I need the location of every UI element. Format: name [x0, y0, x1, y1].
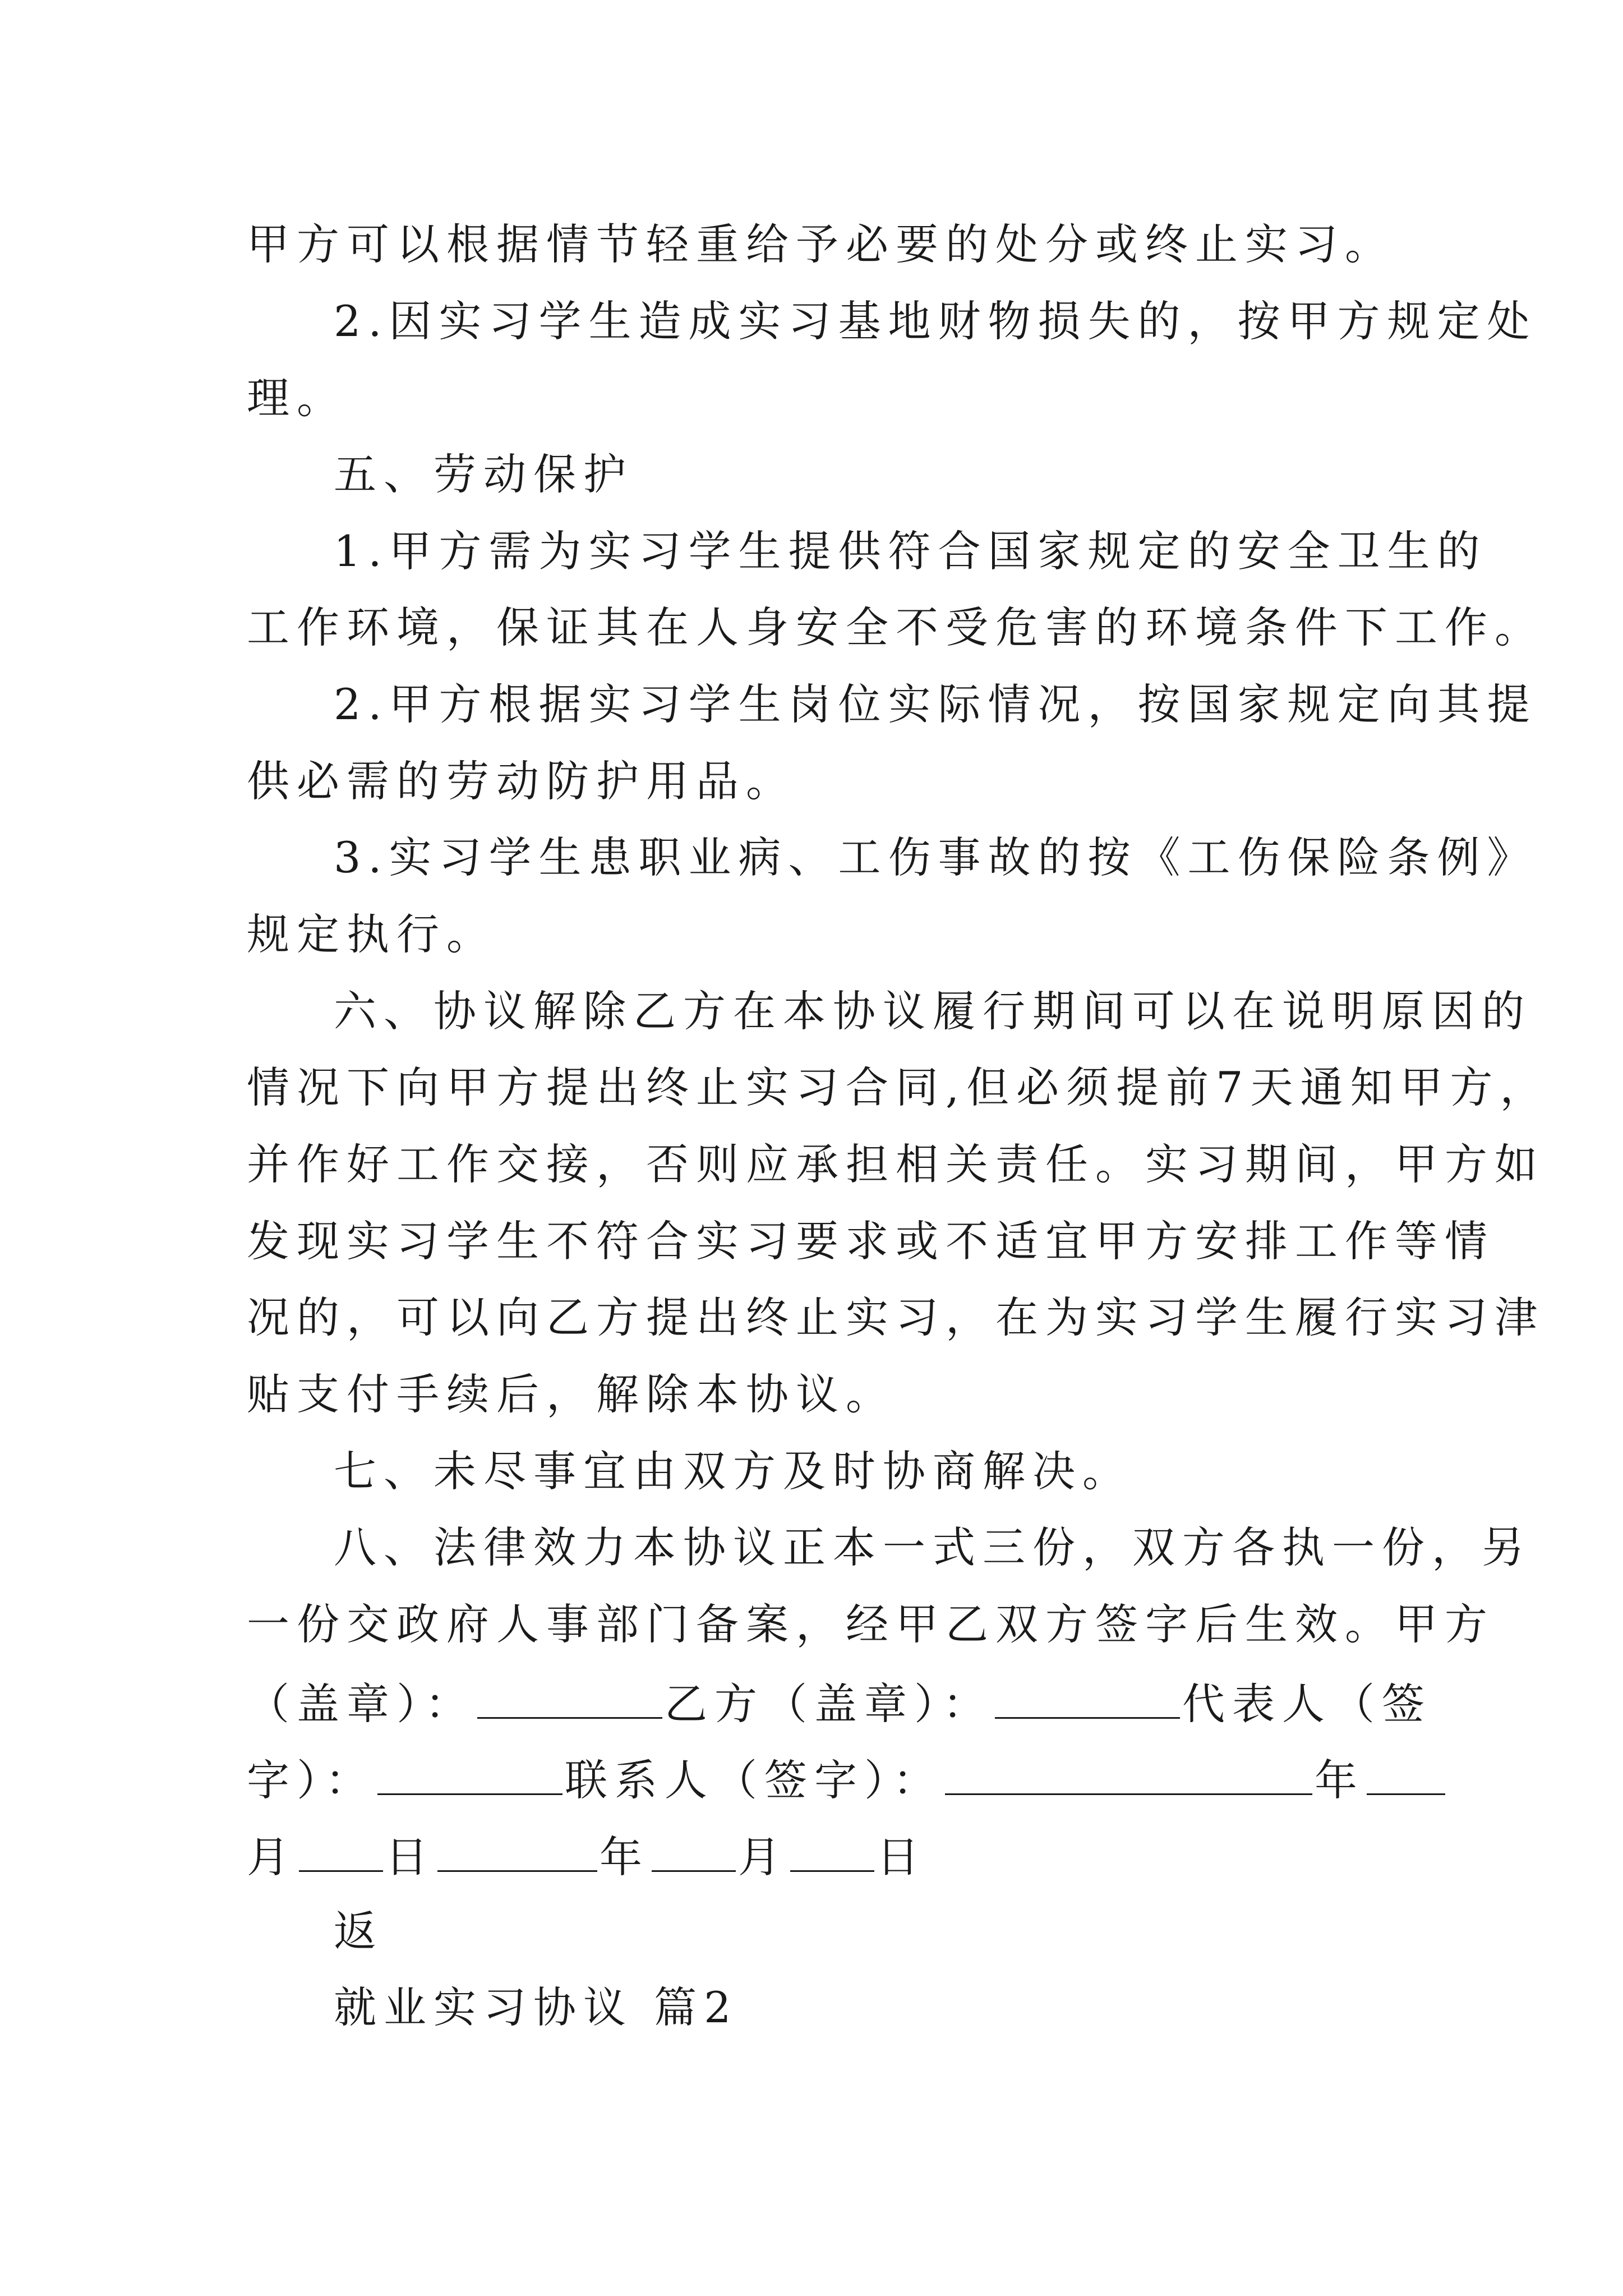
party-b-seal-label: 乙方（盖章）： [665, 1679, 993, 1729]
section-heading-termination: 六、协议解除乙方在本协议履行期间可以在说明原因的 [334, 986, 1532, 1036]
year-label-2: 年 [600, 1832, 649, 1882]
text-line-14: 发现实习学生不符合实习要求或不适宜甲方安排工作等情 [247, 1216, 1495, 1266]
month-blank-1 [1367, 1756, 1445, 1795]
text-line-9: 3.实习学生患职业病、工伤事故的按《工伤保险条例》 [334, 832, 1537, 882]
text-line-2: 2.因实习学生造成实习基地财物损失的，按甲方规定处 [334, 296, 1537, 346]
year-blank-2 [437, 1833, 597, 1872]
text-line-13: 并作好工作交接，否则应承担相关责任。实习期间，甲方如 [247, 1139, 1544, 1189]
month-blank-2 [652, 1833, 736, 1872]
day-label-1: 日 [385, 1832, 435, 1882]
year-label-1: 年 [1315, 1755, 1364, 1805]
section-heading-labor-protection: 五、劳动保护 [334, 449, 633, 499]
month-label-2: 月 [738, 1832, 788, 1882]
party-a-seal-label: （盖章）： [247, 1679, 475, 1729]
day-blank-2 [790, 1833, 874, 1872]
contact-label: 联系人（签字）： [565, 1755, 943, 1805]
text-line-6: 工作环境，保证其在人身安全不受危害的环境条件下工作。 [247, 602, 1544, 652]
contact-blank [945, 1756, 1312, 1795]
text-line-7: 2.甲方根据实习学生岗位实际情况，按国家规定向其提 [334, 679, 1537, 729]
signature-line-3 [247, 1832, 1396, 1882]
section-heading-legal-effect: 八、法律效力本协议正本一式三份，双方各执一份，另 [334, 1522, 1532, 1572]
representative-label-end: 字）： [247, 1755, 375, 1805]
representative-label: 代表人（签 [1182, 1679, 1432, 1729]
representative-blank [377, 1756, 562, 1795]
section-heading-other-matters: 七、未尽事宜由双方及时协商解决。 [334, 1446, 1132, 1496]
party-b-seal-blank [995, 1680, 1180, 1719]
text-line-1: 甲方可以根据情节轻重给予必要的处分或终止实习。 [247, 219, 1395, 269]
day-label-2: 日 [877, 1832, 926, 1882]
month-label-1: 月 [247, 1832, 297, 1882]
signature-line-1 [247, 1679, 1432, 1729]
day-blank-1 [299, 1833, 383, 1872]
text-line-12: 情况下向甲方提出终止实习合同,但必须提前7天通知甲方， [247, 1062, 1550, 1112]
text-line-10: 规定执行。 [247, 909, 496, 959]
text-line-8: 供必需的劳动防护用品。 [247, 756, 796, 806]
text-line-5: 1.甲方需为实习学生提供符合国家规定的安全卫生的 [334, 526, 1487, 576]
text-line-19: 一份交政府人事部门备案，经甲乙双方签字后生效。甲方 [247, 1599, 1495, 1649]
party-a-seal-blank [477, 1680, 662, 1719]
text-line-3: 理。 [247, 373, 347, 423]
text-line-15: 况的，可以向乙方提出终止实习，在为实习学生履行实习津 [247, 1292, 1544, 1342]
signature-line-2 [247, 1755, 1396, 1805]
text-line-16: 贴支付手续后，解除本协议。 [247, 1369, 896, 1419]
back-link[interactable]: 返 [334, 1906, 384, 1956]
section-title: 就业实习协议 篇2 [334, 1982, 739, 2032]
